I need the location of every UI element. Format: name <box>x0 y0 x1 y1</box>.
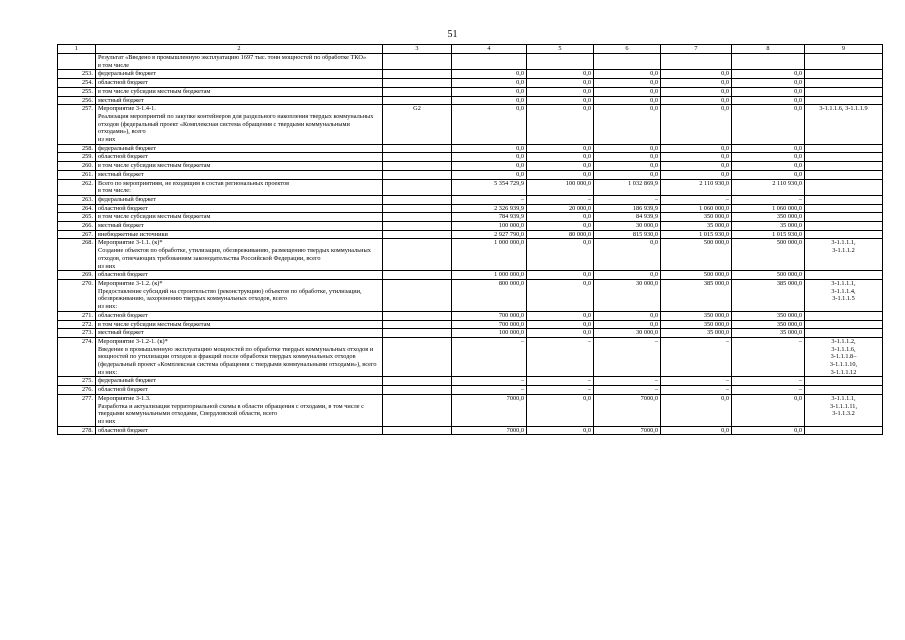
value-col6-cell: 815 930,0 <box>594 230 661 239</box>
target-indicator-cell <box>805 329 883 338</box>
row-number-cell: 262. <box>58 179 96 195</box>
column-header: 4 <box>452 45 527 54</box>
row-number-cell: 276. <box>58 386 96 395</box>
value-col8-cell: 0,0 <box>732 144 805 153</box>
table-row <box>58 337 883 377</box>
value-total-cell: 0,0 <box>452 170 527 179</box>
value-col8-cell: 1 015 930,0 <box>732 230 805 239</box>
value-col8-cell: 0,0 <box>732 394 805 426</box>
value-col7-cell: – <box>661 377 732 386</box>
row-number-cell: 259. <box>58 153 96 162</box>
target-indicator-cell: 3-1.1.1.1, 3-1.1.1.2 <box>805 239 883 271</box>
value-col7-cell: 0,0 <box>661 70 732 79</box>
target-indicator-cell <box>805 271 883 280</box>
row-code-cell <box>383 386 452 395</box>
value-total-cell: 0,0 <box>452 144 527 153</box>
value-col5-cell: 0,0 <box>527 162 594 171</box>
value-total-cell: 7000,0 <box>452 394 527 426</box>
value-col7-cell: – <box>661 386 732 395</box>
row-number-cell: 255. <box>58 87 96 96</box>
value-col8-cell: 0,0 <box>732 70 805 79</box>
table-row <box>58 195 883 204</box>
value-col7-cell: 0,0 <box>661 79 732 88</box>
value-col5-cell: 20 000,0 <box>527 204 594 213</box>
row-number-cell: 278. <box>58 426 96 435</box>
value-col5-cell: – <box>527 386 594 395</box>
target-indicator-cell: 3-1.1.1.2, 3-1.1.1.6, 3-1.1.1.8– 3-1.1.1.10, 3-1.1.1.12 <box>805 337 883 377</box>
target-indicator-cell <box>805 230 883 239</box>
budget-table <box>57 44 883 435</box>
row-name-cell: местный бюджет <box>96 222 383 231</box>
row-number-cell: 254. <box>58 79 96 88</box>
target-indicator-cell: 3-1.1.1.6, 3-1.1.1.9 <box>805 105 883 145</box>
value-col6-cell: – <box>594 337 661 377</box>
row-name-cell: внебюджетные источники <box>96 230 383 239</box>
value-col5-cell: 100 000,0 <box>527 179 594 195</box>
row-name-cell: в том числе субсидии местным бюджетам <box>96 320 383 329</box>
row-name-cell: местный бюджет <box>96 329 383 338</box>
value-col6-cell: 0,0 <box>594 79 661 88</box>
value-col7-cell: 1 060 000,0 <box>661 204 732 213</box>
target-indicator-cell <box>805 162 883 171</box>
value-col7-cell: 350 000,0 <box>661 213 732 222</box>
row-code-cell <box>383 377 452 386</box>
row-name-cell: областной бюджет <box>96 204 383 213</box>
value-col7-cell: 0,0 <box>661 96 732 105</box>
row-name-cell: федеральный бюджет <box>96 377 383 386</box>
value-col6-cell: 84 939,9 <box>594 213 661 222</box>
value-total-cell: 100 000,0 <box>452 222 527 231</box>
row-name-cell: Всего по мероприятиям, не входящим в состав региональных проектов в том числе: <box>96 179 383 195</box>
value-col7-cell: – <box>661 337 732 377</box>
value-total-cell <box>452 54 527 70</box>
row-number-cell: 253. <box>58 70 96 79</box>
row-number-cell: 261. <box>58 170 96 179</box>
table-row <box>58 153 883 162</box>
value-col5-cell: 0,0 <box>527 144 594 153</box>
row-code-cell <box>383 320 452 329</box>
value-col6-cell: 186 939,9 <box>594 204 661 213</box>
value-col7-cell: – <box>661 195 732 204</box>
target-indicator-cell <box>805 426 883 435</box>
value-total-cell: 0,0 <box>452 70 527 79</box>
table-row <box>58 426 883 435</box>
table-row <box>58 311 883 320</box>
table-row <box>58 105 883 145</box>
row-code-cell <box>383 70 452 79</box>
value-col5-cell: – <box>527 195 594 204</box>
table-row <box>58 222 883 231</box>
table-header-row <box>58 45 883 54</box>
value-total-cell: 700 000,0 <box>452 311 527 320</box>
row-code-cell <box>383 311 452 320</box>
value-col8-cell: 0,0 <box>732 105 805 145</box>
row-number-cell: 260. <box>58 162 96 171</box>
row-number-cell: 257. <box>58 105 96 145</box>
value-col6-cell: 7000,0 <box>594 426 661 435</box>
value-total-cell: 784 939,9 <box>452 213 527 222</box>
table-row <box>58 386 883 395</box>
row-name-cell: областной бюджет <box>96 386 383 395</box>
value-col6-cell: 0,0 <box>594 144 661 153</box>
value-total-cell: 0,0 <box>452 153 527 162</box>
value-col8-cell <box>732 54 805 70</box>
row-name-cell: Мероприятие 3-1.3. Разработка и актуализация территориальной схемы в области обращения с отходами, в том числе с твердыми коммунальными отходами, Свердловской области, всего из них <box>96 394 383 426</box>
value-col5-cell: – <box>527 377 594 386</box>
value-col6-cell: 0,0 <box>594 87 661 96</box>
value-col7-cell: 500 000,0 <box>661 271 732 280</box>
row-code-cell <box>383 239 452 271</box>
row-name-cell: Мероприятие 3-1.2-1. (к)* Введение в промышленную эксплуатацию мощностей по обработке твердых коммунальных отходов и мощностей по утилизации отходов и фракций после обработки твердых коммунальных отходов (федеральный проект «Комплексная система обращения с твердыми коммунальными отходами»), всего из них: <box>96 337 383 377</box>
value-total-cell: 5 354 729,9 <box>452 179 527 195</box>
value-col7-cell: 0,0 <box>661 87 732 96</box>
value-col5-cell: 0,0 <box>527 426 594 435</box>
value-col8-cell: 0,0 <box>732 170 805 179</box>
value-col5-cell: 0,0 <box>527 222 594 231</box>
value-col8-cell: 0,0 <box>732 87 805 96</box>
row-code-cell <box>383 179 452 195</box>
target-indicator-cell <box>805 213 883 222</box>
value-col8-cell: 0,0 <box>732 96 805 105</box>
value-col8-cell: 500 000,0 <box>732 271 805 280</box>
row-name-cell: в том числе субсидии местным бюджетам <box>96 213 383 222</box>
value-total-cell: – <box>452 195 527 204</box>
value-total-cell: 800 000,0 <box>452 279 527 311</box>
column-header: 2 <box>96 45 383 54</box>
value-col8-cell: 2 110 930,0 <box>732 179 805 195</box>
value-total-cell: 7000,0 <box>452 426 527 435</box>
row-code-cell <box>383 222 452 231</box>
target-indicator-cell <box>805 311 883 320</box>
value-col7-cell: 35 000,0 <box>661 222 732 231</box>
value-col5-cell: 0,0 <box>527 96 594 105</box>
row-code-cell: G2 <box>383 105 452 145</box>
value-total-cell: 700 000,0 <box>452 320 527 329</box>
target-indicator-cell <box>805 377 883 386</box>
row-code-cell <box>383 279 452 311</box>
column-header: 6 <box>594 45 661 54</box>
table-row <box>58 70 883 79</box>
value-col7-cell: 35 000,0 <box>661 329 732 338</box>
value-col8-cell: 0,0 <box>732 153 805 162</box>
target-indicator-cell <box>805 70 883 79</box>
row-number-cell: 272. <box>58 320 96 329</box>
row-name-cell: областной бюджет <box>96 79 383 88</box>
value-col8-cell: – <box>732 386 805 395</box>
row-name-cell: федеральный бюджет <box>96 70 383 79</box>
table-row <box>58 320 883 329</box>
table-row <box>58 204 883 213</box>
row-number-cell: 270. <box>58 279 96 311</box>
target-indicator-cell <box>805 179 883 195</box>
value-col7-cell: 500 000,0 <box>661 239 732 271</box>
row-name-cell: Мероприятие 3-1.4-1. Реализация мероприятий по закупке контейнеров для раздельного накопления твердых коммунальных отходов (федеральный проект «Комплексная система обращения с твердыми коммунальными отходами»), всего из них <box>96 105 383 145</box>
value-col6-cell: 0,0 <box>594 105 661 145</box>
value-col7-cell: 0,0 <box>661 162 732 171</box>
table-row <box>58 96 883 105</box>
row-name-cell: областной бюджет <box>96 271 383 280</box>
target-indicator-cell <box>805 195 883 204</box>
value-col6-cell: 0,0 <box>594 271 661 280</box>
row-name-cell: в том числе субсидии местным бюджетам <box>96 162 383 171</box>
value-col7-cell: 0,0 <box>661 153 732 162</box>
value-col5-cell: 0,0 <box>527 213 594 222</box>
value-col6-cell: – <box>594 386 661 395</box>
value-col7-cell: 0,0 <box>661 144 732 153</box>
value-col5-cell: 0,0 <box>527 311 594 320</box>
value-col6-cell: 0,0 <box>594 311 661 320</box>
row-name-cell: в том числе субсидии местным бюджетам <box>96 87 383 96</box>
value-total-cell: – <box>452 377 527 386</box>
value-col8-cell: 35 000,0 <box>732 222 805 231</box>
table-row <box>58 87 883 96</box>
value-col5-cell: 0,0 <box>527 239 594 271</box>
table-row <box>58 377 883 386</box>
value-col8-cell: 350 000,0 <box>732 320 805 329</box>
value-total-cell: 1 000 000,0 <box>452 239 527 271</box>
value-col6-cell: 1 032 869,9 <box>594 179 661 195</box>
row-code-cell <box>383 230 452 239</box>
value-col5-cell: 0,0 <box>527 320 594 329</box>
value-col7-cell: 2 110 930,0 <box>661 179 732 195</box>
value-col5-cell: 0,0 <box>527 329 594 338</box>
value-total-cell: 0,0 <box>452 96 527 105</box>
value-col5-cell: 0,0 <box>527 153 594 162</box>
value-col5-cell: 0,0 <box>527 170 594 179</box>
table-row <box>58 230 883 239</box>
target-indicator-cell <box>805 170 883 179</box>
target-indicator-cell: 3-1.1.1.1, 3-1.1.1.11, 3-1.1.3.2 <box>805 394 883 426</box>
row-name-cell: Результат «Введено в промышленную эксплуатацию 1697 тыс. тонн мощностей по обработке ТКО» в том числе <box>96 54 383 70</box>
value-total-cell: 100 000,0 <box>452 329 527 338</box>
value-total-cell: 2 326 939,9 <box>452 204 527 213</box>
value-total-cell: 0,0 <box>452 79 527 88</box>
row-name-cell: областной бюджет <box>96 153 383 162</box>
row-number-cell: 271. <box>58 311 96 320</box>
target-indicator-cell <box>805 153 883 162</box>
row-name-cell: областной бюджет <box>96 311 383 320</box>
value-total-cell: 0,0 <box>452 87 527 96</box>
value-col5-cell: 0,0 <box>527 70 594 79</box>
row-code-cell <box>383 394 452 426</box>
value-col5-cell: – <box>527 337 594 377</box>
column-header: 8 <box>732 45 805 54</box>
row-code-cell <box>383 144 452 153</box>
value-col6-cell: 0,0 <box>594 153 661 162</box>
target-indicator-cell <box>805 386 883 395</box>
row-code-cell <box>383 153 452 162</box>
value-col7-cell: 0,0 <box>661 170 732 179</box>
value-col8-cell: 350 000,0 <box>732 213 805 222</box>
row-number-cell: 273. <box>58 329 96 338</box>
value-col7-cell: 0,0 <box>661 105 732 145</box>
value-col7-cell: 350 000,0 <box>661 320 732 329</box>
row-name-cell: федеральный бюджет <box>96 144 383 153</box>
row-number-cell: 269. <box>58 271 96 280</box>
value-col6-cell <box>594 54 661 70</box>
value-total-cell: – <box>452 337 527 377</box>
table-row <box>58 79 883 88</box>
value-col6-cell: 0,0 <box>594 320 661 329</box>
row-number-cell: 258. <box>58 144 96 153</box>
row-code-cell <box>383 213 452 222</box>
value-col7-cell <box>661 54 732 70</box>
page-number: 51 <box>447 29 458 40</box>
value-col5-cell: 0,0 <box>527 271 594 280</box>
value-col6-cell: – <box>594 377 661 386</box>
row-code-cell <box>383 195 452 204</box>
value-col5-cell: 0,0 <box>527 394 594 426</box>
value-col7-cell: 0,0 <box>661 394 732 426</box>
row-number-cell: 277. <box>58 394 96 426</box>
column-header: 1 <box>58 45 96 54</box>
table-row <box>58 170 883 179</box>
table-row <box>58 271 883 280</box>
value-col6-cell: – <box>594 195 661 204</box>
table-row <box>58 54 883 70</box>
table-row <box>58 179 883 195</box>
target-indicator-cell <box>805 222 883 231</box>
row-code-cell <box>383 162 452 171</box>
row-code-cell <box>383 87 452 96</box>
value-col7-cell: 350 000,0 <box>661 311 732 320</box>
value-col6-cell: 0,0 <box>594 170 661 179</box>
value-col8-cell: 0,0 <box>732 162 805 171</box>
value-col8-cell: 1 060 000,0 <box>732 204 805 213</box>
value-col6-cell: 0,0 <box>594 96 661 105</box>
row-number-cell: 266. <box>58 222 96 231</box>
row-name-cell: федеральный бюджет <box>96 195 383 204</box>
value-col6-cell: 30 000,0 <box>594 279 661 311</box>
value-col5-cell: 0,0 <box>527 105 594 145</box>
table-row <box>58 144 883 153</box>
value-col7-cell: 0,0 <box>661 426 732 435</box>
value-total-cell: – <box>452 386 527 395</box>
row-name-cell: Мероприятие 3-1.2. (к)* Предоставление субсидий на строительство (реконструкцию) объектов по обработке, утилизации, обезвреживанию, захоронению твердых коммунальных отходов, всего из них: <box>96 279 383 311</box>
value-col8-cell: – <box>732 377 805 386</box>
value-col6-cell: 0,0 <box>594 162 661 171</box>
value-col8-cell: 350 000,0 <box>732 311 805 320</box>
row-code-cell <box>383 79 452 88</box>
value-total-cell: 1 000 000,0 <box>452 271 527 280</box>
value-total-cell: 0,0 <box>452 105 527 145</box>
table-row <box>58 329 883 338</box>
row-number-cell <box>58 54 96 70</box>
target-indicator-cell <box>805 320 883 329</box>
value-total-cell: 0,0 <box>452 162 527 171</box>
target-indicator-cell <box>805 144 883 153</box>
target-indicator-cell <box>805 79 883 88</box>
target-indicator-cell <box>805 54 883 70</box>
column-header: 7 <box>661 45 732 54</box>
row-name-cell: местный бюджет <box>96 96 383 105</box>
row-number-cell: 265. <box>58 213 96 222</box>
target-indicator-cell <box>805 87 883 96</box>
value-col8-cell: – <box>732 337 805 377</box>
value-col8-cell: – <box>732 195 805 204</box>
value-col5-cell: 0,0 <box>527 279 594 311</box>
value-col8-cell: 35 000,0 <box>732 329 805 338</box>
target-indicator-cell: 3-1.1.1.1, 3-1.1.1.4, 3-1.1.1.5 <box>805 279 883 311</box>
row-number-cell: 263. <box>58 195 96 204</box>
value-col8-cell: 500 000,0 <box>732 239 805 271</box>
row-code-cell <box>383 96 452 105</box>
table-row <box>58 213 883 222</box>
column-header: 3 <box>383 45 452 54</box>
row-name-cell: Мероприятие 3-1.1. (к)* Создание объектов по обработке, утилизации, обезвреживанию, размещению твердых коммунальных отходов, отвечающих требованиям законодательства Российской Федерации, всего из них <box>96 239 383 271</box>
value-col5-cell: 0,0 <box>527 87 594 96</box>
row-number-cell: 275. <box>58 377 96 386</box>
value-col6-cell: 7000,0 <box>594 394 661 426</box>
row-name-cell: местный бюджет <box>96 170 383 179</box>
row-code-cell <box>383 329 452 338</box>
row-number-cell: 268. <box>58 239 96 271</box>
target-indicator-cell <box>805 96 883 105</box>
row-number-cell: 264. <box>58 204 96 213</box>
value-col8-cell: 385 000,0 <box>732 279 805 311</box>
value-col5-cell: 80 000,0 <box>527 230 594 239</box>
row-code-cell <box>383 337 452 377</box>
table-row <box>58 162 883 171</box>
table-row <box>58 239 883 271</box>
value-col6-cell: 30 000,0 <box>594 222 661 231</box>
row-code-cell <box>383 426 452 435</box>
value-col6-cell: 0,0 <box>594 70 661 79</box>
value-col5-cell <box>527 54 594 70</box>
value-col7-cell: 385 000,0 <box>661 279 732 311</box>
row-code-cell <box>383 170 452 179</box>
value-col6-cell: 30 000,0 <box>594 329 661 338</box>
row-code-cell <box>383 54 452 70</box>
value-col8-cell: 0,0 <box>732 79 805 88</box>
table-row <box>58 394 883 426</box>
column-header: 9 <box>805 45 883 54</box>
row-code-cell <box>383 271 452 280</box>
row-code-cell <box>383 204 452 213</box>
value-col6-cell: 0,0 <box>594 239 661 271</box>
table-row <box>58 279 883 311</box>
value-col5-cell: 0,0 <box>527 79 594 88</box>
value-total-cell: 2 927 790,0 <box>452 230 527 239</box>
value-col8-cell: 0,0 <box>732 426 805 435</box>
target-indicator-cell <box>805 204 883 213</box>
row-number-cell: 274. <box>58 337 96 377</box>
row-name-cell: областной бюджет <box>96 426 383 435</box>
row-number-cell: 256. <box>58 96 96 105</box>
row-number-cell: 267. <box>58 230 96 239</box>
value-col7-cell: 1 015 930,0 <box>661 230 732 239</box>
column-header: 5 <box>527 45 594 54</box>
